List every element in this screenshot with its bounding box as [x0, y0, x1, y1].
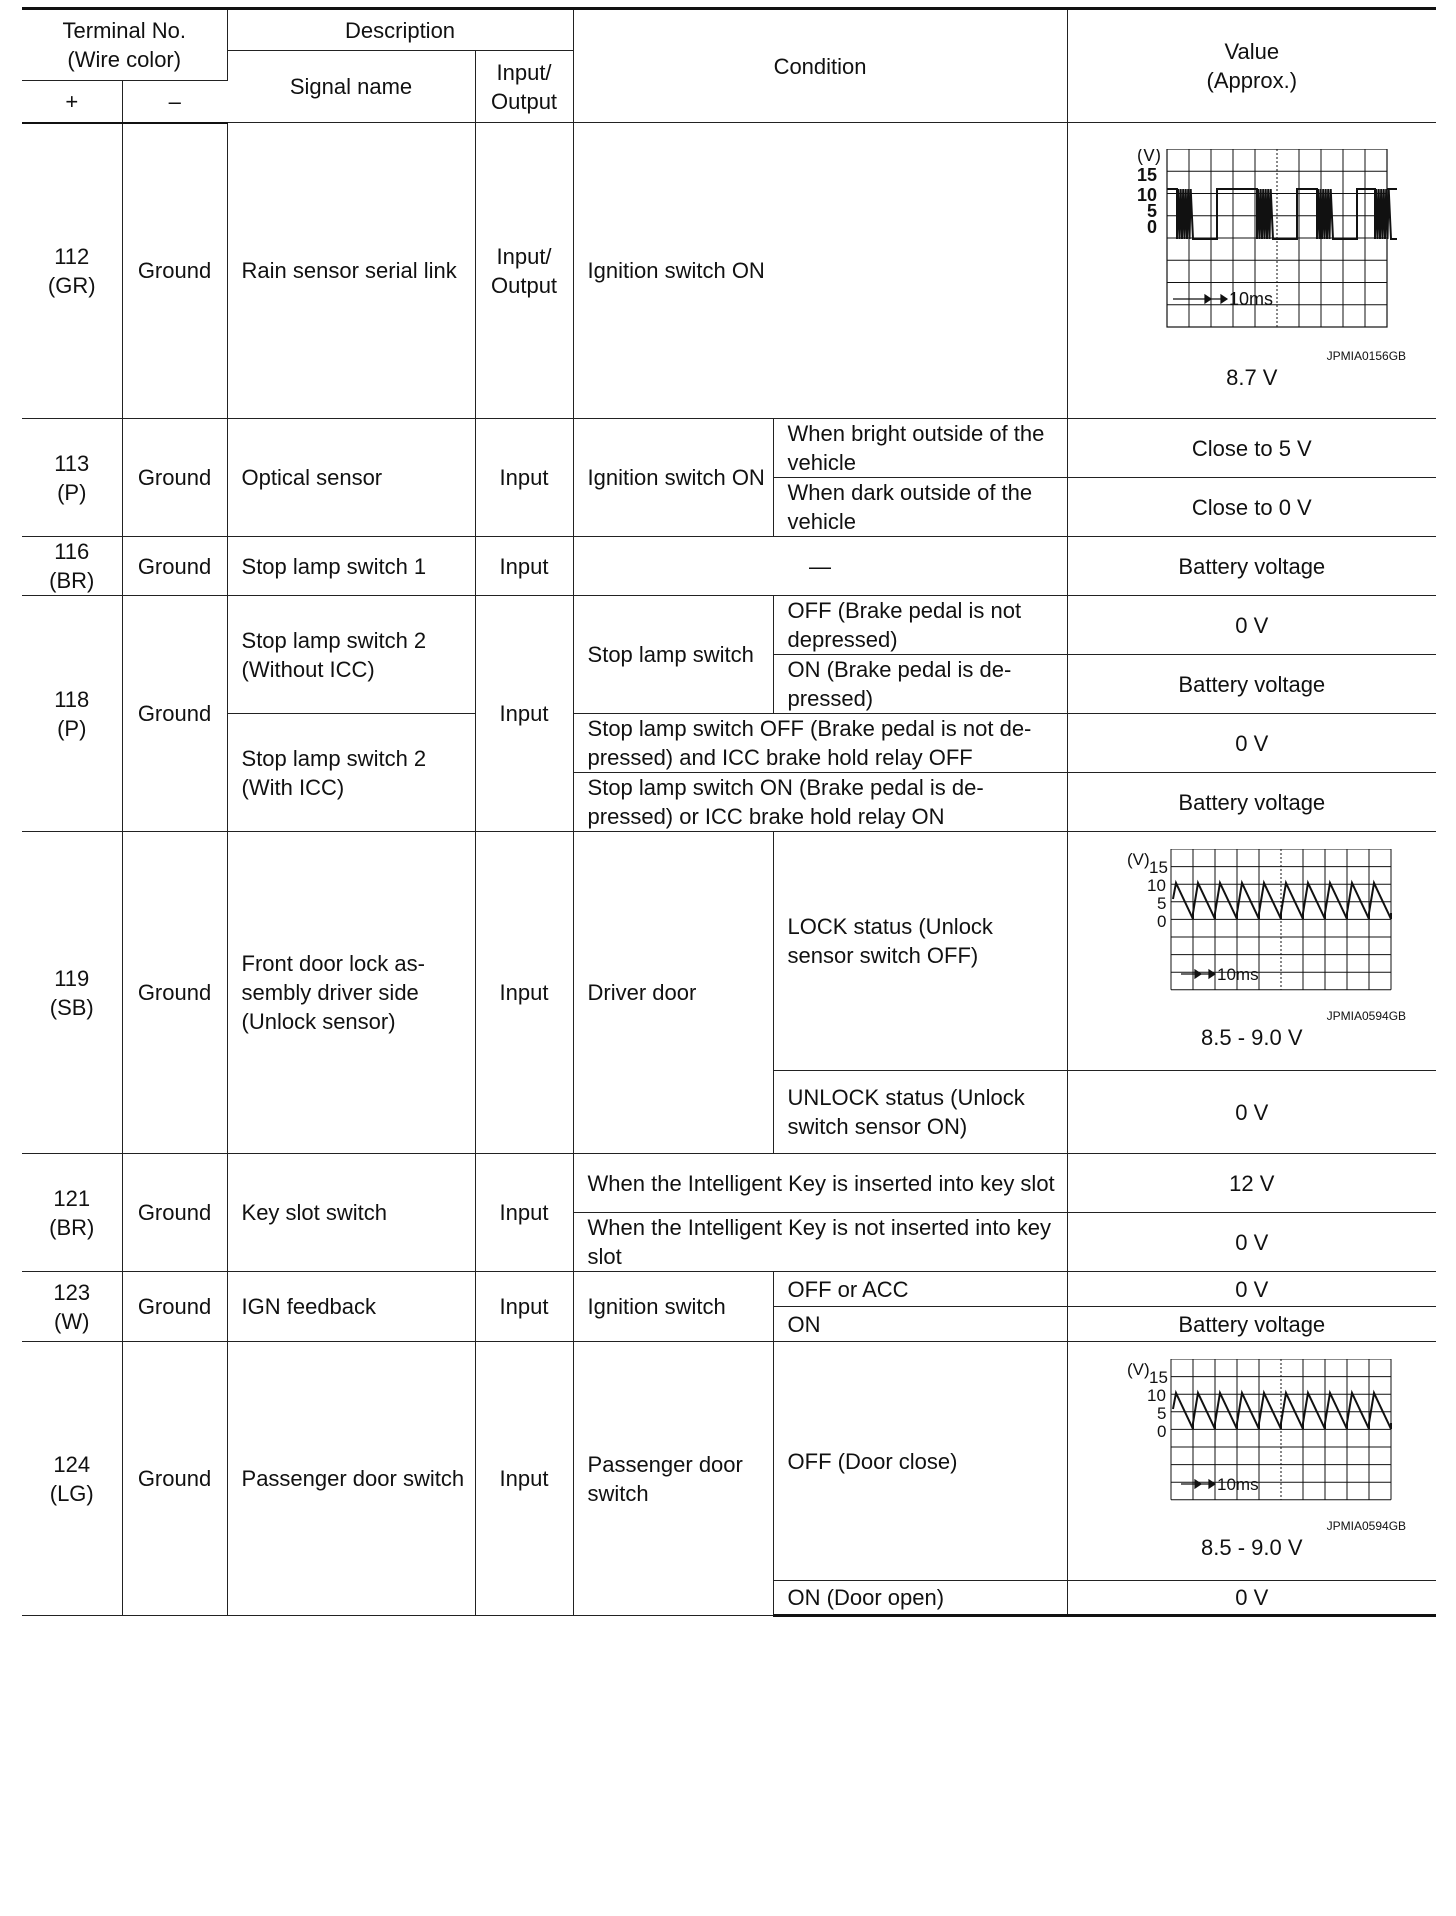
condition-main-cell: Ignition switch ON [573, 419, 773, 537]
terminal-number: 116 [54, 539, 90, 564]
terminal-cell [22, 596, 122, 832]
table-row-123 [22, 1272, 1436, 1307]
io-cell: Input/ Output [475, 123, 573, 419]
io-cell: Input [475, 537, 573, 596]
time-division-label: 10ms [1228, 288, 1273, 309]
wire-color: (BR) [49, 1214, 95, 1240]
table-row-113 [22, 419, 1436, 478]
sawtooth-waveform-graph [1107, 1359, 1397, 1519]
value-cell: 0 V [1067, 714, 1436, 773]
sawtooth-waveform-graph [1107, 849, 1397, 1009]
io-cell: Input [475, 596, 573, 832]
terminal-number: 112 [54, 243, 90, 269]
header-approx-label: (Approx.) [1206, 68, 1298, 93]
waveform-id: JPMIA0156GB [1326, 348, 1407, 363]
header-condition: Condition [573, 9, 1067, 123]
ground-cell: Ground [122, 1154, 227, 1272]
signal-name-cell: Front door lock as-sembly driver side (Unlock sensor) [227, 832, 475, 1154]
value-cell: Battery voltage [1067, 1307, 1436, 1342]
condition-sub-cell: ON (Door open) [773, 1581, 1067, 1616]
value-cell: Battery voltage [1067, 655, 1436, 714]
condition-sub-cell: OFF (Brake pedal is not depressed) [773, 596, 1067, 655]
header-terminal [22, 9, 227, 81]
y-tick-10: 10 [1146, 876, 1166, 895]
condition-cell: Stop lamp switch ON (Brake pedal is de-pressed) or ICC brake hold relay ON [573, 773, 1067, 832]
io-cell: Input [475, 419, 573, 537]
waveform-cell [1067, 123, 1436, 419]
graph-unit-label: (V) [1126, 1360, 1150, 1379]
condition-sub-cell: OFF (Door close) [773, 1342, 1067, 1581]
io-cell: Input [475, 832, 573, 1154]
wire-color: (LG) [49, 1480, 94, 1506]
value-cell: Battery voltage [1067, 537, 1436, 596]
signal-name-cell: IGN feedback [227, 1272, 475, 1342]
time-division-label: 10ms [1216, 1475, 1259, 1494]
header-signal-name: Signal name [227, 51, 475, 123]
value-cell: 12 V [1067, 1154, 1436, 1213]
table-row-112 [22, 123, 1436, 419]
terminal-table [22, 7, 1436, 1617]
condition-main-cell: Passenger door switch [573, 1342, 773, 1616]
value-cell: Close to 0 V [1067, 478, 1436, 537]
condition-cell: Stop lamp switch OFF (Brake pedal is not de-pressed) and ICC brake hold relay OFF [573, 714, 1067, 773]
waveform-value: 8.7 V [1226, 364, 1278, 390]
time-arrow [1173, 295, 1227, 303]
io-cell: Input [475, 1342, 573, 1616]
header-input-output: Input/ Output [475, 51, 573, 123]
terminal-cell [22, 123, 122, 419]
condition-sub-cell: When bright outside of the vehicle [773, 419, 1067, 478]
waveform-id: JPMIA0594GB [1326, 1519, 1407, 1533]
y-tick-15: 15 [1148, 1368, 1168, 1387]
header-terminal-no: Terminal No. [62, 18, 186, 43]
ground-cell: Ground [122, 1272, 227, 1342]
value-cell: 0 V [1067, 1581, 1436, 1616]
sawtooth-waveform-trace [1173, 883, 1391, 919]
serial-waveform-trace [1167, 189, 1397, 239]
header-wire-color: (Wire color) [67, 47, 182, 72]
ground-cell: Ground [122, 419, 227, 537]
condition-main-cell: Ignition switch [573, 1272, 773, 1342]
time-division-label: 10ms [1216, 965, 1259, 984]
terminal-cell [22, 537, 122, 596]
value-cell: Battery voltage [1067, 773, 1436, 832]
waveform-value: 8.5 - 9.0 V [1201, 1535, 1303, 1560]
table-row-124 [22, 1342, 1436, 1581]
terminal-cell [22, 1154, 122, 1272]
terminal-number: 118 [54, 686, 90, 712]
terminal-cell [22, 1342, 122, 1616]
condition-sub-cell: LOCK status (Unlock sensor switch OFF) [773, 832, 1067, 1071]
terminal-number: 121 [53, 1185, 91, 1211]
y-tick-10: 10 [1136, 184, 1157, 205]
header-plus: + [22, 81, 122, 123]
terminal-number: 124 [53, 1451, 91, 1477]
header-minus: – [122, 81, 227, 123]
header-value-label: Value [1224, 39, 1280, 64]
wire-color: (GR) [47, 272, 96, 298]
terminal-number: 119 [54, 965, 90, 991]
y-tick-15: 15 [1136, 164, 1157, 185]
wire-color: (P) [57, 479, 87, 505]
value-cell: 0 V [1067, 1272, 1436, 1307]
header-value [1067, 9, 1436, 123]
sawtooth-waveform-trace [1173, 1393, 1391, 1429]
y-tick-0: 0 [1156, 1422, 1167, 1441]
condition-cell: — [573, 537, 1067, 596]
wire-color: (W) [54, 1308, 90, 1334]
condition-sub-cell: When dark outside of the vehicle [773, 478, 1067, 537]
time-arrow [1181, 1480, 1215, 1488]
signal-name-cell: Rain sensor serial link [227, 123, 475, 419]
signal-name-cell: Stop lamp switch 2 (With ICC) [227, 714, 475, 832]
y-tick-5: 5 [1156, 1404, 1167, 1423]
condition-cell: When the Intelligent Key is inserted into key slot [573, 1154, 1067, 1213]
condition-main-cell: Driver door [573, 832, 773, 1154]
y-tick-0: 0 [1146, 216, 1157, 237]
table-row-119 [22, 832, 1436, 1071]
ground-cell: Ground [122, 537, 227, 596]
ground-cell: Ground [122, 1342, 227, 1616]
terminal-number: 123 [53, 1279, 91, 1305]
value-cell: Close to 5 V [1067, 419, 1436, 478]
condition-cell: When the Intelligent Key is not inserted into key slot [573, 1213, 1067, 1272]
graph-unit-label: (V) [1126, 850, 1150, 869]
y-tick-5: 5 [1156, 894, 1167, 913]
condition-sub-cell: ON [773, 1307, 1067, 1342]
condition-sub-cell: ON (Brake pedal is de-pressed) [773, 655, 1067, 714]
table-row-118c [22, 714, 1436, 773]
io-cell: Input [475, 1154, 573, 1272]
value-cell: 0 V [1067, 596, 1436, 655]
io-cell: Input [475, 1272, 573, 1342]
condition-sub-cell: UNLOCK status (Unlock switch sensor ON) [773, 1071, 1067, 1154]
y-tick-15: 15 [1148, 858, 1168, 877]
table-row-121 [22, 1154, 1436, 1213]
table-row-116 [22, 537, 1436, 596]
waveform-value: 8.5 - 9.0 V [1201, 1025, 1303, 1050]
wire-color: (BR) [49, 568, 95, 593]
y-tick-0: 0 [1156, 912, 1167, 931]
signal-name-cell: Key slot switch [227, 1154, 475, 1272]
terminal-cell [22, 419, 122, 537]
serial-waveform-graph [1107, 149, 1397, 349]
ground-cell: Ground [122, 832, 227, 1154]
header-description: Description [227, 9, 573, 51]
terminal-cell [22, 832, 122, 1154]
value-cell: 0 V [1067, 1071, 1436, 1154]
condition-sub-cell: OFF or ACC [773, 1272, 1067, 1307]
y-tick-5: 5 [1146, 200, 1157, 221]
time-arrow [1181, 970, 1215, 978]
terminal-cell [22, 1272, 122, 1342]
graph-unit-label: (V) [1136, 148, 1161, 165]
signal-name-cell: Stop lamp switch 1 [227, 537, 475, 596]
condition-cell: Ignition switch ON [573, 123, 1067, 419]
y-tick-10: 10 [1146, 1386, 1166, 1405]
table-row-118 [22, 596, 1436, 655]
terminal-table-document [22, 7, 1436, 1617]
signal-name-cell: Stop lamp switch 2 (Without ICC) [227, 596, 475, 714]
wire-color: (SB) [49, 994, 94, 1020]
waveform-id: JPMIA0594GB [1326, 1009, 1407, 1023]
condition-main-cell: Stop lamp switch [573, 596, 773, 714]
ground-cell: Ground [122, 596, 227, 832]
value-cell: 0 V [1067, 1213, 1436, 1272]
waveform-cell [1067, 1342, 1436, 1581]
signal-name-cell: Passenger door switch [227, 1342, 475, 1616]
signal-name-cell: Optical sensor [227, 419, 475, 537]
waveform-cell [1067, 832, 1436, 1071]
ground-cell: Ground [122, 123, 227, 419]
terminal-number: 113 [54, 450, 90, 476]
wire-color: (P) [57, 715, 87, 741]
